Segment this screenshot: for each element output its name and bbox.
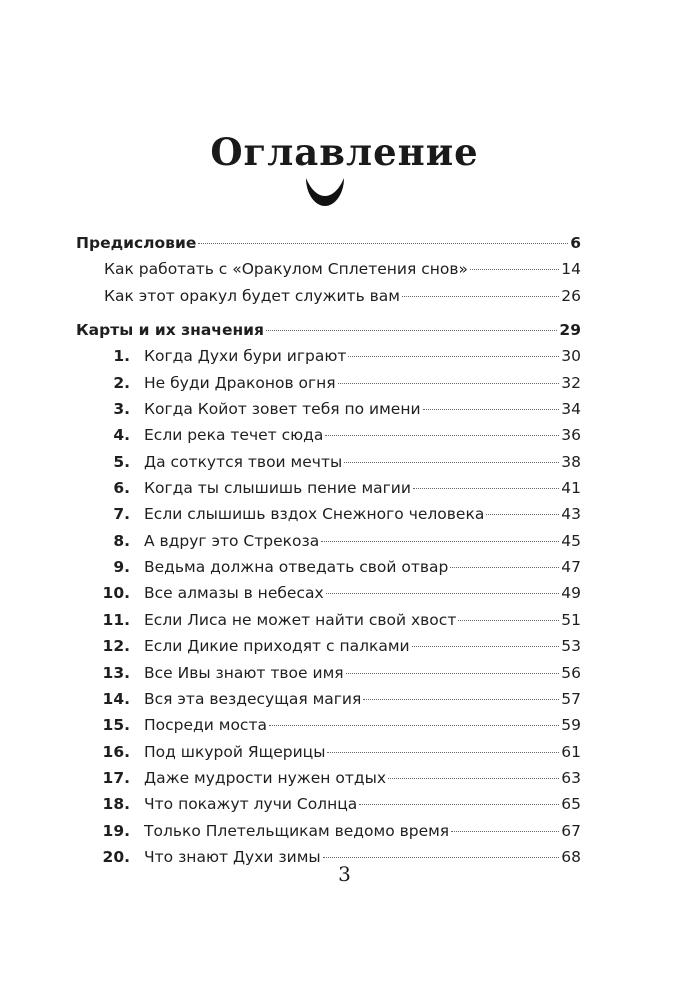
toc-entry-page: 56 bbox=[561, 663, 581, 682]
toc-entry-title: Все Ивы знают твое имя bbox=[144, 663, 344, 682]
dot-leader bbox=[198, 243, 568, 244]
toc-card-entry[interactable] bbox=[76, 370, 581, 396]
dot-leader bbox=[412, 646, 560, 647]
toc-entry-page: 38 bbox=[561, 452, 581, 471]
toc-entry-number: 5. bbox=[113, 452, 130, 471]
toc-card-entry[interactable] bbox=[76, 686, 581, 712]
toc-entry-title: Под шкурой Ящерицы bbox=[144, 742, 326, 761]
toc-entry-title: Если слышишь вздох Снежного человека bbox=[144, 505, 485, 524]
toc-entry-title: Предисловие bbox=[76, 234, 197, 252]
toc-section-entry[interactable] bbox=[76, 317, 581, 343]
toc-entry-title: Посреди моста bbox=[144, 716, 267, 735]
toc-card-entry[interactable] bbox=[76, 791, 581, 817]
toc-card-entry[interactable] bbox=[76, 422, 581, 448]
toc-card-entry[interactable] bbox=[76, 528, 581, 554]
toc-entry-number: 8. bbox=[113, 531, 130, 550]
dot-leader bbox=[327, 752, 559, 753]
dot-leader bbox=[359, 804, 559, 805]
dot-leader bbox=[269, 725, 559, 726]
toc-entry-title: Как работать с «Оракулом Сплетения снов» bbox=[104, 260, 468, 279]
toc-entry-page: 14 bbox=[561, 260, 581, 279]
crescent-moon-icon bbox=[303, 176, 347, 208]
toc-entry-page: 68 bbox=[561, 847, 581, 866]
toc-entry-number: 11. bbox=[102, 610, 130, 629]
toc-entry-number: 14. bbox=[102, 689, 130, 708]
toc-card-entry[interactable] bbox=[76, 660, 581, 686]
toc-entry-page: 67 bbox=[561, 821, 581, 840]
toc-entry-page: 57 bbox=[561, 689, 581, 708]
dot-leader bbox=[363, 699, 559, 700]
toc-entry-title: Когда ты слышишь пение магии bbox=[144, 479, 411, 498]
toc-entry-title: Если Дикие приходят с палками bbox=[144, 637, 410, 656]
dot-leader bbox=[326, 593, 560, 594]
toc-entry-number: 9. bbox=[113, 558, 130, 577]
dot-leader bbox=[323, 857, 560, 858]
toc-card-entry[interactable] bbox=[76, 449, 581, 475]
toc-entry-number: 17. bbox=[102, 768, 130, 787]
toc-entry-page: 47 bbox=[561, 558, 581, 577]
dot-leader bbox=[346, 673, 560, 674]
toc-entry-title: Как этот оракул будет служить вам bbox=[104, 286, 400, 305]
toc-entry-page: 30 bbox=[561, 347, 581, 366]
toc-entry-number: 3. bbox=[113, 400, 130, 419]
toc-card-entry[interactable] bbox=[76, 343, 581, 369]
toc-entry-title: Да соткутся твои мечты bbox=[144, 452, 343, 471]
toc-entry-page: 53 bbox=[561, 637, 581, 656]
toc-entry-page: 29 bbox=[559, 321, 581, 340]
toc-card-entry[interactable] bbox=[76, 475, 581, 501]
toc-entry-number: 10. bbox=[102, 584, 130, 603]
toc-card-entry[interactable] bbox=[76, 607, 581, 633]
toc-entry-title: Когда Койот зовет тебя по имени bbox=[144, 400, 421, 419]
dot-leader bbox=[344, 462, 559, 463]
page-number: 3 bbox=[338, 862, 351, 886]
dot-leader bbox=[450, 567, 559, 568]
toc-entry-number: 7. bbox=[113, 505, 130, 524]
toc-entry-title: Все алмазы в небесах bbox=[144, 584, 324, 603]
toc-entry-number: 2. bbox=[113, 373, 130, 392]
toc-card-entry[interactable] bbox=[76, 554, 581, 580]
toc-entry-title: Если река течет сюда bbox=[144, 426, 324, 445]
toc-entry-number: 12. bbox=[102, 637, 130, 656]
dot-leader bbox=[451, 831, 559, 832]
toc-entry-page: 43 bbox=[561, 505, 581, 524]
dot-leader bbox=[486, 514, 559, 515]
toc-entry-title: Даже мудрости нужен отдых bbox=[144, 768, 386, 787]
toc-entry-number: 18. bbox=[102, 795, 130, 814]
toc-entry-number: 1. bbox=[113, 347, 130, 366]
toc-card-entry[interactable] bbox=[76, 580, 581, 606]
toc-card-entry[interactable] bbox=[76, 818, 581, 844]
toc-section-entry[interactable] bbox=[76, 230, 581, 256]
toc-entry-page: 51 bbox=[561, 610, 581, 629]
toc-entry-title: Карты и их значения bbox=[76, 321, 264, 340]
toc-entry-page: 63 bbox=[561, 768, 581, 787]
toc-entry-number: 16. bbox=[102, 742, 130, 761]
toc-entry-title: Если Лиса не может найти свой хвост bbox=[144, 610, 457, 629]
dot-leader bbox=[348, 356, 559, 357]
toc-card-entry[interactable] bbox=[76, 765, 581, 791]
toc-entry-page: 34 bbox=[561, 400, 581, 419]
toc-card-entry[interactable] bbox=[76, 712, 581, 738]
table-of-contents bbox=[76, 230, 581, 870]
dot-leader bbox=[413, 488, 559, 489]
toc-entry-page: 36 bbox=[561, 426, 581, 445]
toc-card-entry[interactable] bbox=[76, 501, 581, 527]
dot-leader bbox=[338, 383, 560, 384]
dot-leader bbox=[458, 620, 559, 621]
dot-leader bbox=[470, 269, 559, 270]
dot-leader bbox=[402, 296, 559, 297]
toc-entry-page: 32 bbox=[561, 373, 581, 392]
toc-entry-page: 61 bbox=[561, 742, 581, 761]
toc-entry-number: 19. bbox=[102, 821, 130, 840]
dot-leader bbox=[266, 330, 557, 331]
dot-leader bbox=[388, 778, 559, 779]
dot-leader bbox=[321, 541, 559, 542]
toc-entry-page: 6 bbox=[570, 234, 581, 252]
toc-subsection-entry[interactable] bbox=[76, 283, 581, 309]
page-title: Оглавление bbox=[210, 129, 479, 174]
dot-leader bbox=[423, 409, 560, 410]
toc-entry-number: 15. bbox=[102, 716, 130, 735]
toc-entry-title: А вдруг это Стрекоза bbox=[144, 531, 320, 550]
toc-entry-number: 20. bbox=[102, 847, 130, 866]
toc-entry-title: Когда Духи бури играют bbox=[144, 347, 347, 366]
toc-entry-page: 26 bbox=[561, 286, 581, 305]
toc-entry-page: 65 bbox=[561, 795, 581, 814]
toc-entry-number: 13. bbox=[102, 663, 130, 682]
toc-entry-title: Что знают Духи зимы bbox=[144, 847, 321, 866]
toc-entry-title: Не буди Драконов огня bbox=[144, 373, 336, 392]
toc-card-entry[interactable] bbox=[76, 396, 581, 422]
toc-entry-title: Ведьма должна отведать свой отвар bbox=[144, 558, 449, 577]
toc-entry-page: 41 bbox=[561, 479, 581, 498]
toc-entry-title: Только Плетельщикам ведомо время bbox=[144, 821, 450, 840]
toc-entry-title: Вся эта вездесущая магия bbox=[144, 689, 362, 708]
toc-entry-number: 4. bbox=[113, 426, 130, 445]
toc-card-entry[interactable] bbox=[76, 739, 581, 765]
toc-entry-number: 6. bbox=[113, 479, 130, 498]
dot-leader bbox=[325, 435, 559, 436]
toc-entry-page: 59 bbox=[561, 716, 581, 735]
toc-subsection-entry[interactable] bbox=[76, 256, 581, 282]
toc-card-entry[interactable] bbox=[76, 633, 581, 659]
toc-entry-title: Что покажут лучи Солнца bbox=[144, 795, 358, 814]
toc-entry-page: 49 bbox=[561, 584, 581, 603]
toc-entry-page: 45 bbox=[561, 531, 581, 550]
